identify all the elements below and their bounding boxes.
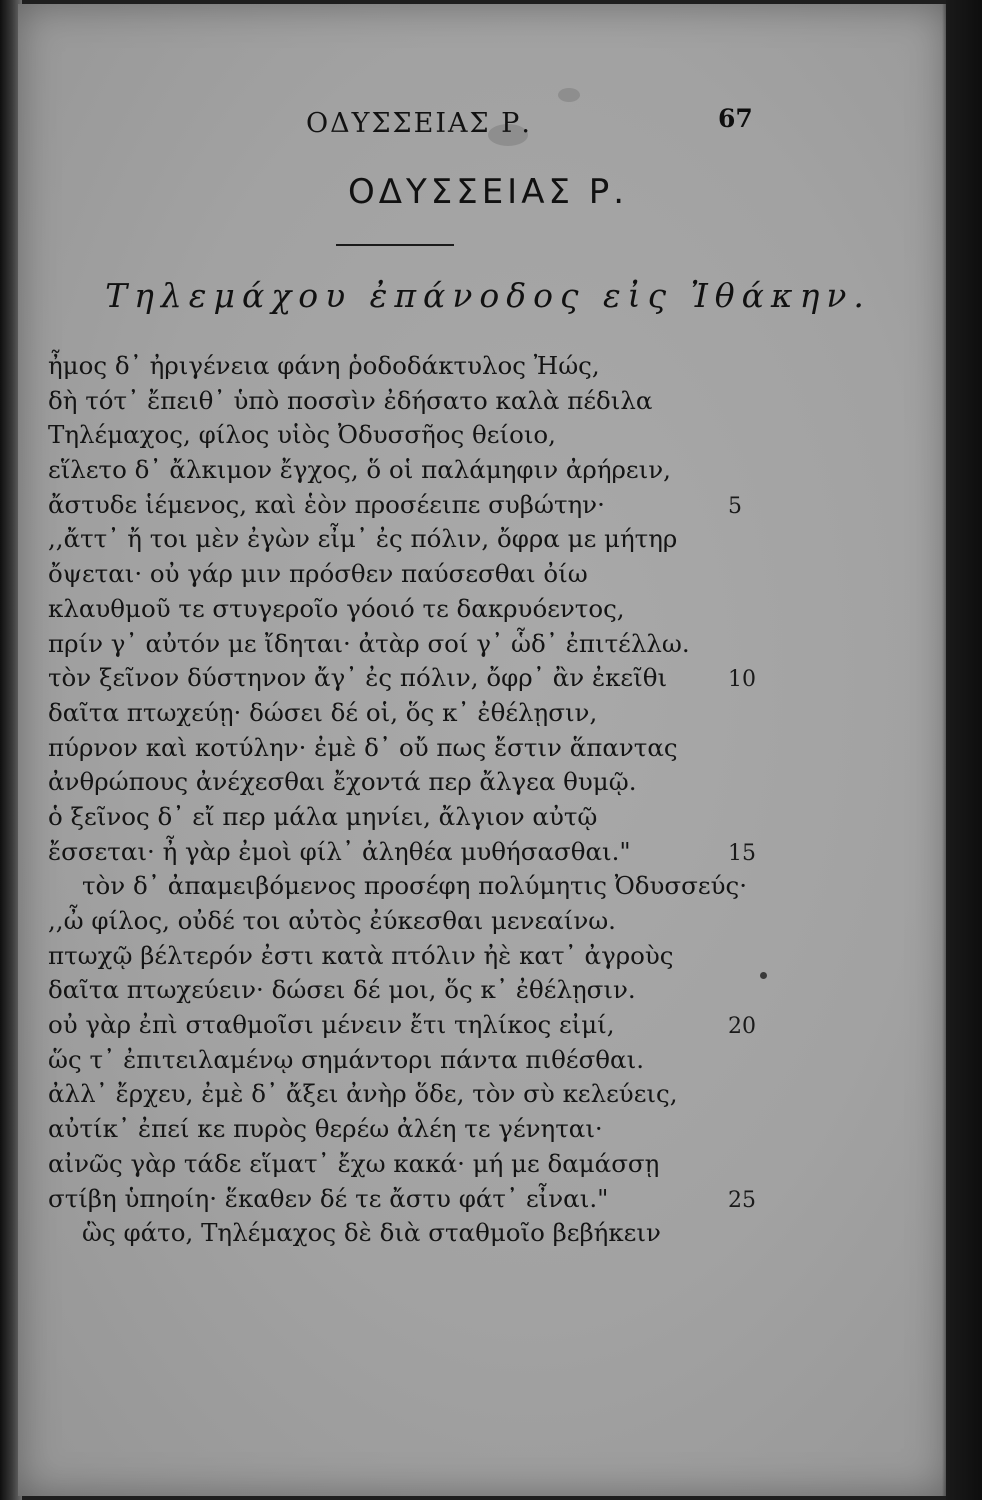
verse-line xyxy=(48,453,928,488)
book-title: ΟΔΥΣΣΕΙΑΣ Ρ. xyxy=(347,172,629,212)
verse-text: ἔσσεται· ἦ γὰρ ἐμοὶ φίλ᾽ ἀληθέα μυθήσασθαι." xyxy=(48,836,631,866)
verse-text: στίβη ὑπηοίη· ἕκαθεν δέ τε ἄστυ φάτ᾽ εἶναι." xyxy=(48,1183,609,1213)
verse-text: δὴ τότ᾽ ἔπειθ᾽ ὑπὸ ποσσὶν ἐδήσατο καλὰ πέδιλα xyxy=(48,385,653,415)
line-number: 5 xyxy=(728,493,742,519)
verse-line xyxy=(48,869,928,904)
verse-text: τὸν δ᾽ ἀπαμειβόμενος προσέφη πολύμητις Ὀδυσσεύς· xyxy=(82,871,747,901)
verse-text: αἰνῶς γὰρ τάδε εἵματ᾽ ἔχω κακά· μή με δαμάσσῃ xyxy=(48,1148,660,1178)
verse-line xyxy=(48,661,928,696)
verse-line xyxy=(48,1182,928,1217)
verse-line xyxy=(48,349,928,384)
verse-line xyxy=(48,488,928,523)
verse-text: ,,ὦ φίλος, οὐδέ τοι αὐτὸς ἐύκεσθαι μενεαίνω. xyxy=(48,906,616,935)
verse-text: ἀλλ᾽ ἔρχευ, ἐμὲ δ᾽ ἄξει ἀνὴρ ὅδε, τὸν σὺ κελεύεις, xyxy=(48,1079,678,1109)
verse-text: δαῖτα πτωχεύῃ· δώσει δέ οἱ, ὅς κ᾽ ἐθέλῃσιν, xyxy=(48,697,598,727)
verse-text: πτωχῷ βέλτερόν ἐστι κατὰ πτόλιν ἠὲ κατ᾽ ἀγροὺς xyxy=(48,940,674,970)
verse-text: αὐτίκ᾽ ἐπεί κε πυρὸς θερέω ἀλέη τε γένηται· xyxy=(48,1114,603,1144)
verse-line xyxy=(48,973,928,1008)
line-number: 20 xyxy=(728,1014,756,1040)
verse-text: εἵλετο δ᾽ ἄλκιμον ἔγχος, ὅ οἱ παλάμηφιν ἀρήρειν, xyxy=(48,455,671,485)
verse-line xyxy=(48,765,928,800)
page-number: 67 xyxy=(718,104,753,133)
running-head: ΟΔΥΣΣΕΙΑΣ Ρ. xyxy=(306,108,532,139)
line-number: 25 xyxy=(728,1187,756,1213)
verse-line xyxy=(48,627,928,662)
verse-text: ὣς φάτο, Τηλέμαχος δὲ διὰ σταθμοῖο βεβήκειν xyxy=(82,1218,661,1248)
page-stain xyxy=(558,88,580,102)
verse-text: ἄστυδε ἱέμενος, καὶ ἑὸν προσέειπε συβώτην· xyxy=(48,489,605,519)
verse-line xyxy=(48,939,928,974)
verse-text: οὐ γὰρ ἐπὶ σταθμοῖσι μένειν ἔτι τηλίκος εἰμί, xyxy=(48,1010,615,1040)
verse-line xyxy=(48,557,928,592)
verse-text: Τηλέμαχος, φίλος υἱὸς Ὀδυσσῆος θείοιο, xyxy=(48,420,556,450)
verse-text: ὥς τ᾽ ἐπιτειλαμένῳ σημάντορι πάντα πιθέσθαι. xyxy=(48,1044,644,1074)
line-number: 10 xyxy=(728,667,756,693)
book-page xyxy=(18,4,948,1496)
verse-line xyxy=(48,731,928,766)
margin-dot xyxy=(760,972,767,979)
title-rule xyxy=(336,244,454,246)
verse-block xyxy=(48,349,928,1251)
verse-line xyxy=(48,1216,928,1251)
line-number: 15 xyxy=(728,840,756,866)
verse-line xyxy=(48,522,928,557)
verse-line xyxy=(48,1112,928,1147)
verse-text: ἦμος δ᾽ ἠριγένεια φάνη ῥοδοδάκτυλος Ἠώς, xyxy=(48,351,600,380)
verse-text: πρίν γ᾽ αὐτόν με ἴδηται· ἀτὰρ σοί γ᾽ ὧδ᾽ ἐπιτέλλω. xyxy=(48,628,690,658)
verse-text: ,,ἄττ᾽ ἤ τοι μὲν ἐγὼν εἶμ᾽ ἐς πόλιν, ὄφρα με μήτηρ xyxy=(48,524,678,554)
verse-line xyxy=(48,1043,928,1078)
verse-line xyxy=(48,1008,928,1043)
verse-text: ὄψεται· οὐ γάρ μιν πρόσθεν παύσεσθαι ὀίω xyxy=(48,559,588,589)
verse-line xyxy=(48,592,928,627)
verse-text: πύρνον καὶ κοτύλην· ἐμὲ δ᾽ οὔ πως ἔστιν ἅπαντας xyxy=(48,732,678,762)
verse-line xyxy=(48,904,928,939)
verse-line xyxy=(48,1147,928,1182)
verse-text: ἀνθρώπους ἀνέχεσθαι ἔχοντά περ ἄλγεα θυμῷ. xyxy=(48,767,637,797)
verse-text: τὸν ξεῖνον δύστηνον ἄγ᾽ ἐς πόλιν, ὄφρ᾽ ἂν ἐκεῖθι xyxy=(48,663,668,693)
scan-background-edge xyxy=(946,0,982,1500)
verse-line xyxy=(48,384,928,419)
section-subtitle: Τηλεμάχου ἐπάνοδος εἰς Ἰθάκην. xyxy=(105,276,871,315)
verse-text: δαῖτα πτωχεύειν· δώσει δέ μοι, ὅς κ᾽ ἐθέλῃσιν. xyxy=(48,975,636,1005)
verse-text: κλαυθμοῦ τε στυγεροῖο γόοιό τε δακρυόεντος, xyxy=(48,593,625,623)
verse-line xyxy=(48,800,928,835)
verse-text: ὁ ξεῖνος δ᾽ εἴ περ μάλα μηνίει, ἄλγιον αὐτῷ xyxy=(48,801,598,831)
verse-line xyxy=(48,1077,928,1112)
verse-line xyxy=(48,835,928,870)
verse-line xyxy=(48,418,928,453)
verse-line xyxy=(48,696,928,731)
